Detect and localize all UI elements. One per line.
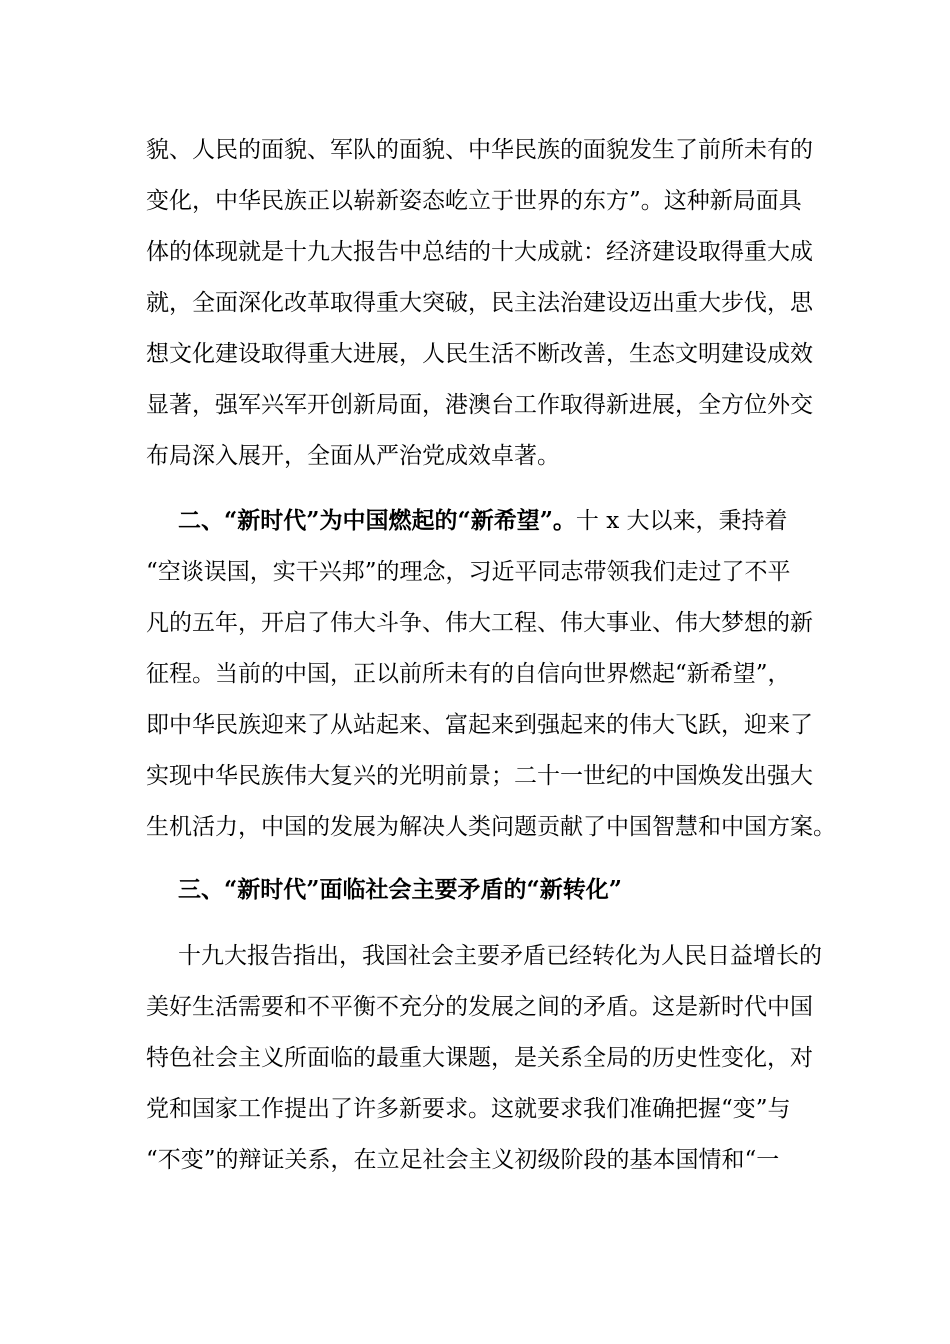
text-line: 凡的五年，开启了伟大斗争、伟大工程、伟大事业、伟大梦想的新 [146, 610, 813, 636]
section-two-first-line [178, 501, 806, 541]
text-line: 特色社会主义所面临的最重大课题，是关系全局的历史性变化，对 [146, 1045, 813, 1071]
text-line: 美好生活需要和不平衡不充分的发展之间的矛盾。这是新时代中国 [146, 994, 813, 1020]
text-run: 十 x 大以来，秉持着 [575, 508, 788, 534]
text-line: 就，全面深化改革取得重大突破，民主法治建设迈出重大步伐，思 [146, 290, 813, 316]
text-line: 貌、人民的面貌、军队的面貌、中华民族的面貌发生了前所未有的 [146, 137, 813, 163]
text-line: “不变”的辩证关系，在立足社会主义初级阶段的基本国情和“一 [146, 1147, 780, 1173]
text-line: 实现中华民族伟大复兴的光明前景；二十一世纪的中国焕发出强大 [146, 763, 813, 789]
text-line: 想文化建设取得重大进展，人民生活不断改善，生态文明建设成效 [146, 341, 813, 367]
text-line: “空谈误国，实干兴邦”的理念，习近平同志带领我们走过了不平 [146, 559, 791, 585]
text-line: 体的体现就是十九大报告中总结的十大成就：经济建设取得重大成 [146, 239, 813, 265]
text-line: 变化，中华民族正以崭新姿态屹立于世界的东方”。这种新局面具 [146, 188, 802, 214]
text-line: 生机活力，中国的发展为解决人类问题贡献了中国智慧和中国方案。 [146, 814, 836, 840]
text-line: 布局深入展开，全面从严治党成效卓著。 [146, 443, 560, 469]
text-line: 显著，强军兴军开创新局面，港澳台工作取得新进展，全方位外交 [146, 392, 813, 418]
section-heading: 三、“新时代”面临社会主要矛盾的“新转化” [178, 876, 622, 903]
text-line: 即中华民族迎来了从站起来、富起来到强起来的伟大飞跃，迎来了 [146, 712, 813, 738]
text-line: 党和国家工作提出了许多新要求。这就要求我们准确把握“变”与 [146, 1096, 791, 1122]
text-line: 征程。当前的中国，正以前所未有的自信向世界燃起“新希望”， [146, 661, 791, 687]
section-heading: 二、“新时代”为中国燃起的“新希望”。 [178, 507, 576, 534]
text-line: 十九大报告指出，我国社会主要矛盾已经转化为人民日益增长的 [178, 943, 822, 969]
